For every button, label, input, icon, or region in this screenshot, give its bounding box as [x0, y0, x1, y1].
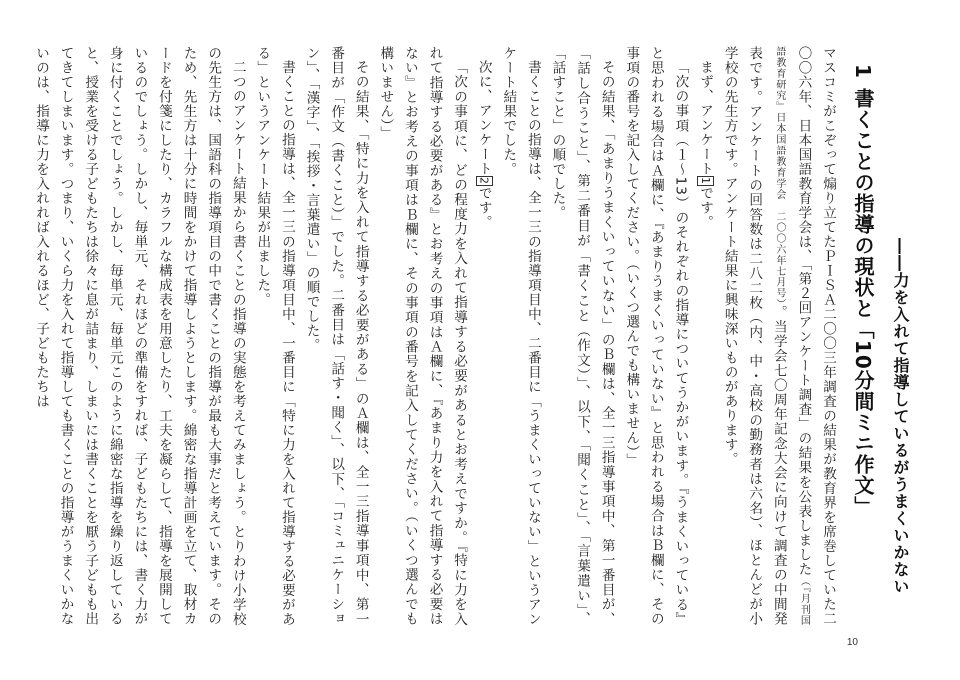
- paragraph: 二つのアンケート結果から書くことの指導の実態を考えてみましょう。とりわけ小学校の先生方は、国語科の指導項目の中で書くことの指導が最も大事だと考えています。そのため、先生方は十分に時間をかけて指導しようとします。綿密な指導計画を立て、取材カードを付箋にしたり、カラフルな構成表を用意したり、工夫を凝らして、指導を展開しているのでしょう。しかし、毎単元、それほどの準備をすれば、子どもたちには、書く力が身に付くことでしょう。しかし、毎単元、毎単元このように綿密な指導を繰り返していると、授業を受ける子どもたちは徐々に息が詰まり、しまいには書くことを厭う子どもも出てきてしまいます。つまり、いくら力を入れて指導しても書くことの指導がうまくいかないのは、指導に力を入れれば入れるほど、子どもたちは: [33, 46, 246, 626]
- paragraph: 書くことの指導は、全一三の指導項目中、一番目に「特に力を入れて指導する必要がある」というアンケート結果が出ました。: [254, 46, 295, 626]
- paragraph-text: 。当学会七〇周年記念大会に向けて調査の中間発表です。アンケートの回答数は二八二枚（内、中・高校の勤務者は六名）、ほとんどが小学校の先生方です。アンケート結果に興味深いものがあります。: [721, 46, 787, 627]
- paragraph: 「次の事項（１〜13）のそれぞれの指導についてうかがいます。『うまくいっている』と思われる場合はＡ欄に、『あまりうまくいっていない』と思われる場合はＢ欄に、その事項の番号を記入してください。（いくつ選んでも構いません）」: [623, 46, 689, 626]
- boxed-number: 2: [477, 176, 491, 185]
- paragraph: [471, 46, 496, 626]
- section-subtitle: ――力を入れて指導しているがうまくいかない: [891, 238, 910, 595]
- paragraph-text: です。: [697, 185, 714, 229]
- paragraph-text: まず、アンケート: [697, 59, 714, 176]
- paragraph: 書くことの指導は、全一三の指導項目中、二番目に「うまくいっていない」というアンケート結果でした。: [500, 46, 541, 626]
- paragraph: [717, 46, 840, 626]
- section-heading: [849, 64, 878, 604]
- paragraph: その結果、「あまりうまくいっていない」のＢ欄は、全一三指導事項中、第一番目が、「話し合うこと」、第二番目が「書くこと（作文）」、以下、「聞くこと」、「言葉遣い」、「話すこと」の順でした。: [549, 46, 615, 626]
- citation-note: （『月刊国語教育研究』日本国語教育学会 二〇〇六年七月号）: [773, 46, 810, 627]
- paragraph-text: 次に、アンケート: [475, 59, 492, 176]
- boxed-number: 1: [699, 176, 713, 185]
- paragraph-text: です。: [475, 185, 492, 229]
- paragraph: その結果、「特に力を入れて指導する必要がある」のＡ欄は、全一三指導事項中、第一番目が「作文（書くこと）」でした。二番目は「話す・聞く」、以下、「コミュニケーション」、「漢字」、「挨拶・言葉遣い」の順でした。: [303, 46, 369, 626]
- paragraph: [692, 46, 717, 626]
- paragraph-text: マスコミがこぞって煽り立てたＰＩＳＡ二〇〇三年調査の結果が教育界を席巻していた二〇〇六年、日本国語教育学会は、「第２回アンケート調査」の結果を公表しました: [795, 46, 836, 626]
- paragraph: 「次の事項に、どの程度力を入れて指導する必要があるとお考えですか。『特に力を入れて指導する必要がある』とお考えの事項はＡ欄に、『あまり力を入れて指導する必要はない』とお考えの事項はＢ欄に、その事項の番号を記入してください。（いくつ選んでも構いません）」: [377, 46, 468, 626]
- section-number: 1: [851, 64, 875, 78]
- section-title: 書くことの指導の現状と「10分間ミニ作文」: [851, 87, 875, 517]
- body-text: [33, 46, 840, 627]
- page-number: 10: [846, 637, 858, 648]
